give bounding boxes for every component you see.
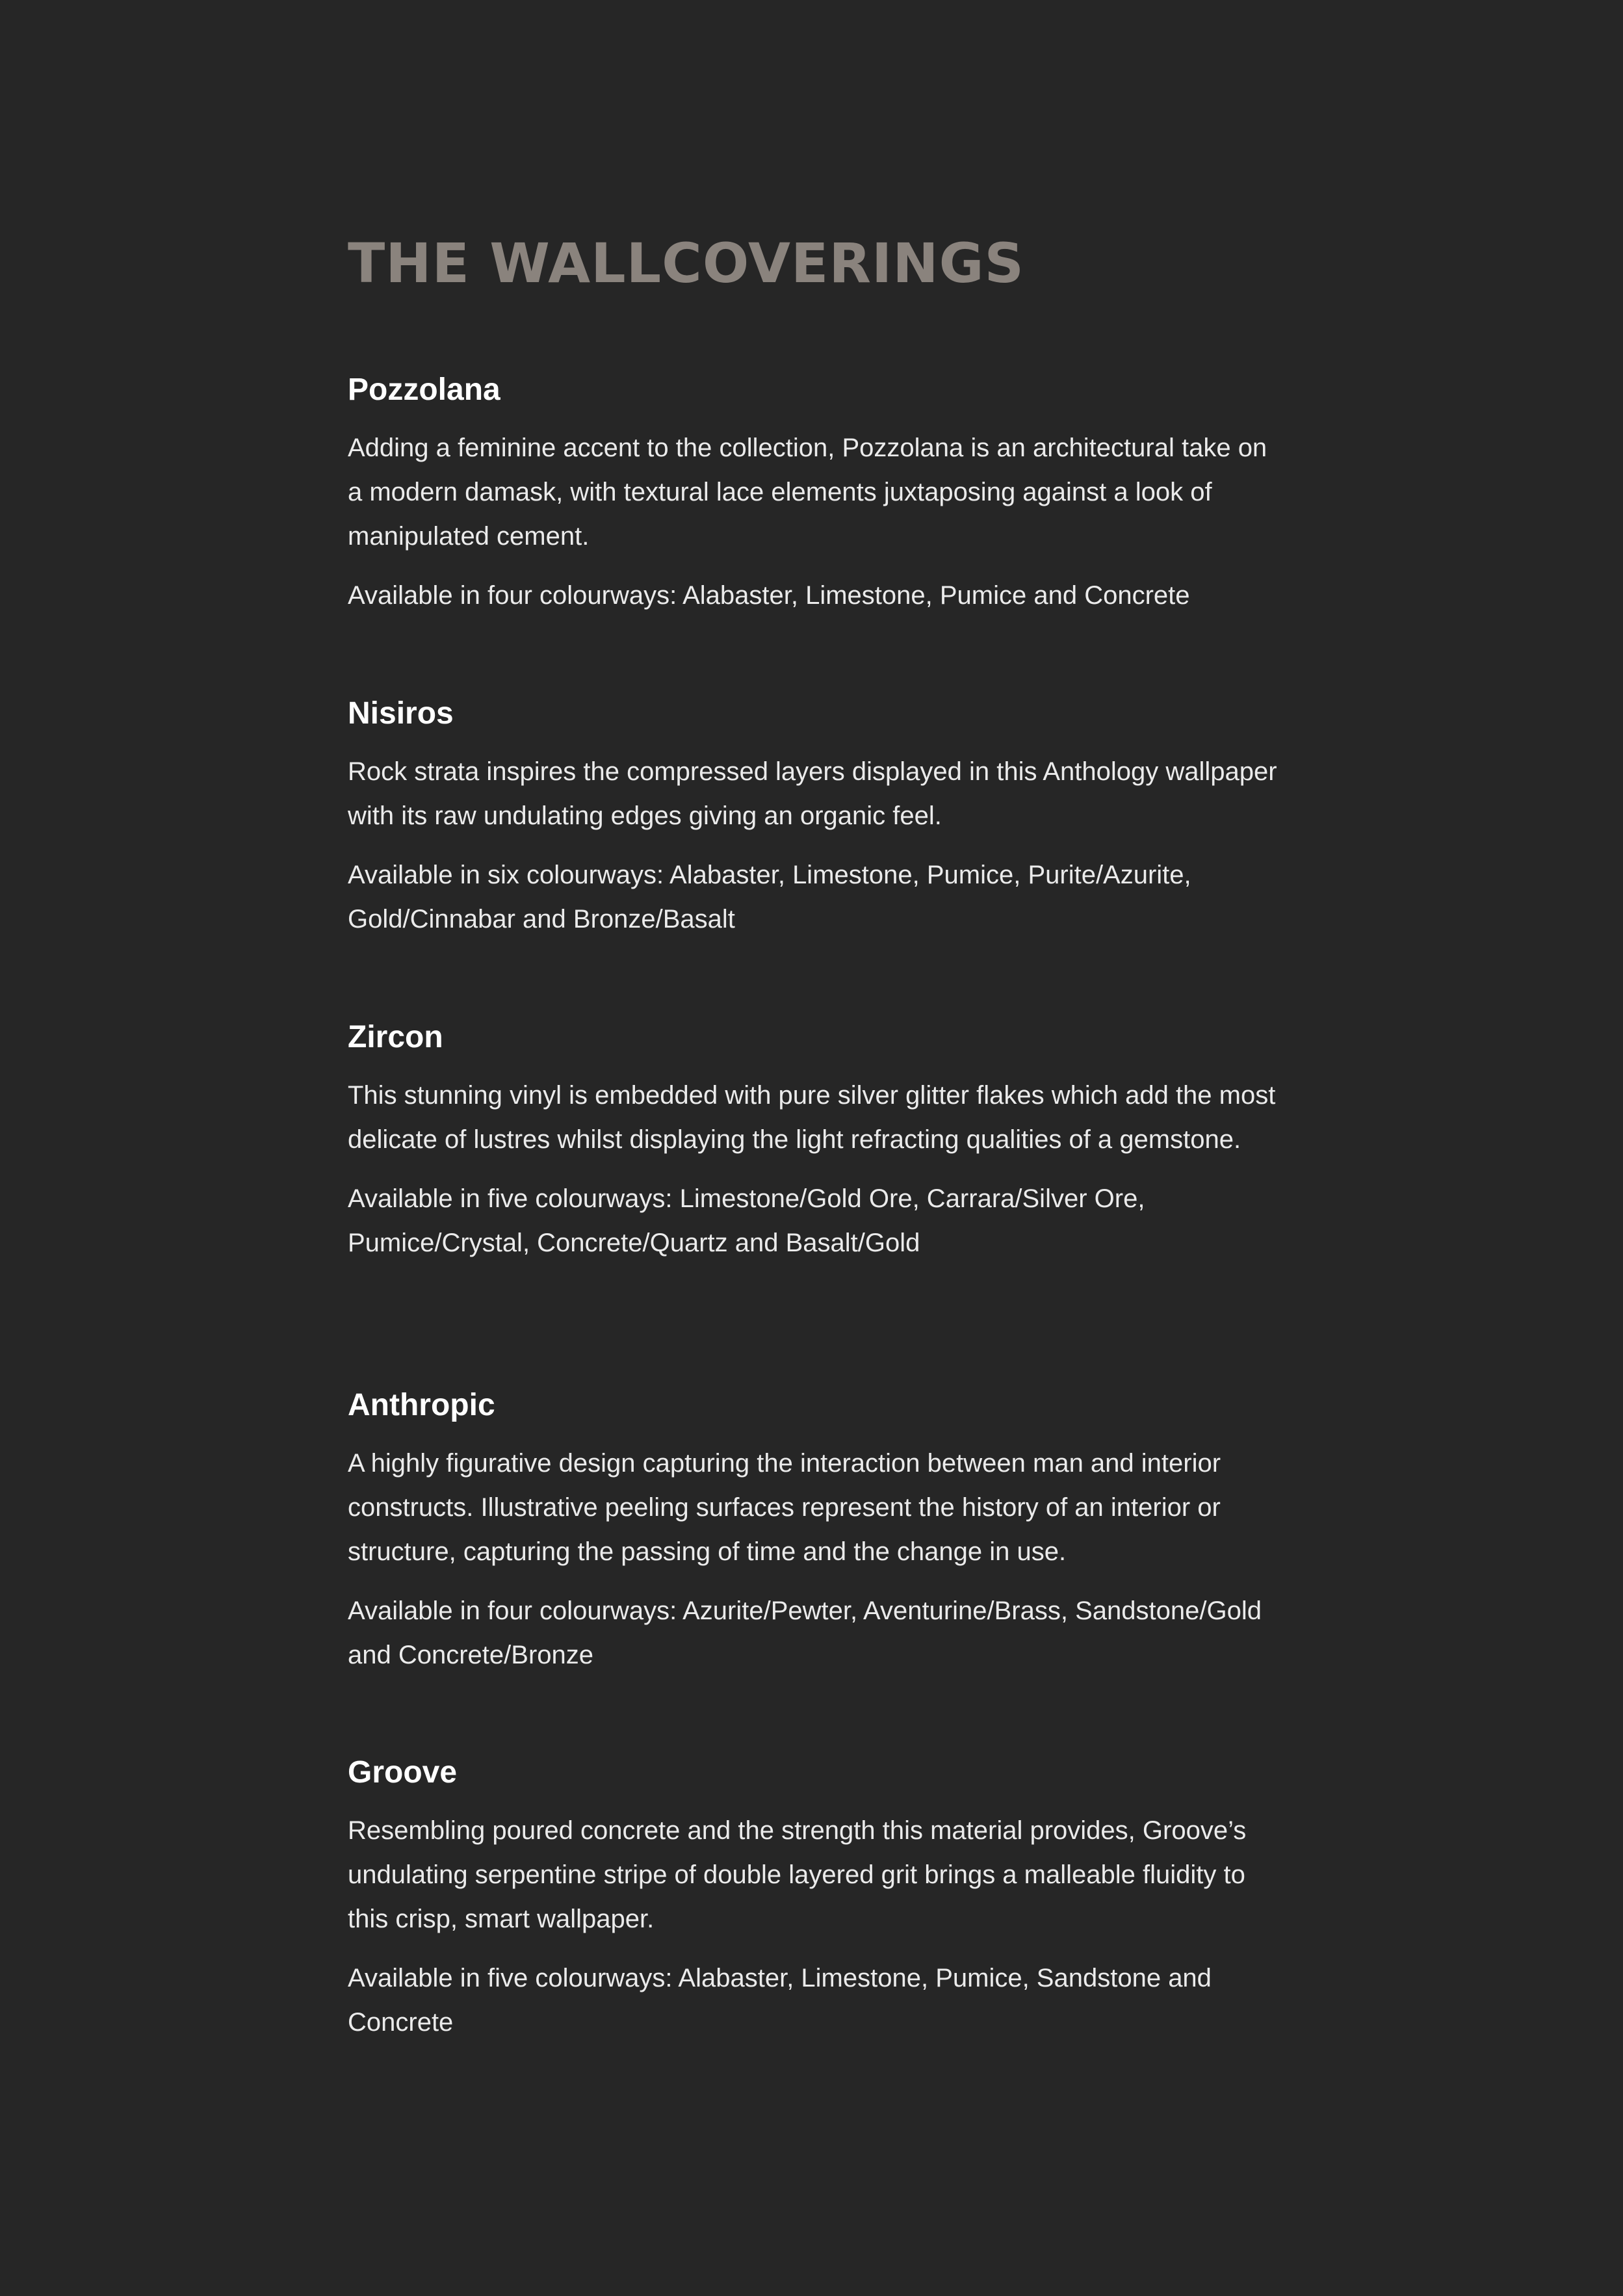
- section-title: Nisiros: [348, 696, 454, 731]
- section-colourways: Available in four colourways: Alabaster, Limestone, Pumice and Concrete: [348, 581, 1190, 610]
- section-anthropic: [348, 1386, 1284, 1677]
- section-colourways: Available in five colourways: Limestone/Gold Ore, Carrara/Silver Ore, Pumice/Crystal, Concrete/Quartz and Basalt/Gold: [348, 1184, 1145, 1257]
- section-colourways: Available in six colourways: Alabaster, Limestone, Pumice, Purite/Azurite, Gold/Cinnabar and Bronze/Basalt: [348, 861, 1191, 933]
- main-content: [348, 231, 1284, 2037]
- page-title: THE WALLCOVERINGS: [348, 231, 1025, 295]
- section-colourways: Available in four colourways: Azurite/Pewter, Aventurine/Brass, Sandstone/Gold and Concrete/Bronze: [348, 1597, 1262, 1669]
- section-nisiros: [348, 694, 1284, 941]
- section-description: Rock strata inspires the compressed layers displayed in this Anthology wallpaper with its raw undulating edges giving an organic feel.: [348, 757, 1277, 830]
- section-description: This stunning vinyl is embedded with pure silver glitter flakes which add the most delicate of lustres whilst displaying the light refracting qualities of a gemstone.: [348, 1081, 1276, 1154]
- section-title: Zircon: [348, 1020, 443, 1054]
- section-colourways: Available in five colourways: Alabaster, Limestone, Pumice, Sandstone and Concrete: [348, 1964, 1212, 2037]
- section-description: Resembling poured concrete and the strength this material provides, Groove’s undulating serpentine stripe of double layered grit brings a malleable fluidity to this crisp, smart wallpaper.: [348, 1816, 1247, 1933]
- section-title: Anthropic: [348, 1388, 495, 1422]
- section-title: Pozzolana: [348, 372, 500, 407]
- section-zircon: [348, 1018, 1284, 1265]
- section-description: A highly figurative design capturing the interaction between man and interior constructs. Illustrative peeling surfaces represent the history of an interior or structure, capturing the passing of time and the change in use.: [348, 1449, 1221, 1566]
- section-groove: [348, 1753, 1284, 2044]
- section-title: Groove: [348, 1755, 458, 1790]
- section-pozzolana: [348, 371, 1284, 618]
- section-description: Adding a feminine accent to the collection, Pozzolana is an architectural take on a modern damask, with textural lace elements juxtaposing against a look of manipulated cement.: [348, 434, 1267, 551]
